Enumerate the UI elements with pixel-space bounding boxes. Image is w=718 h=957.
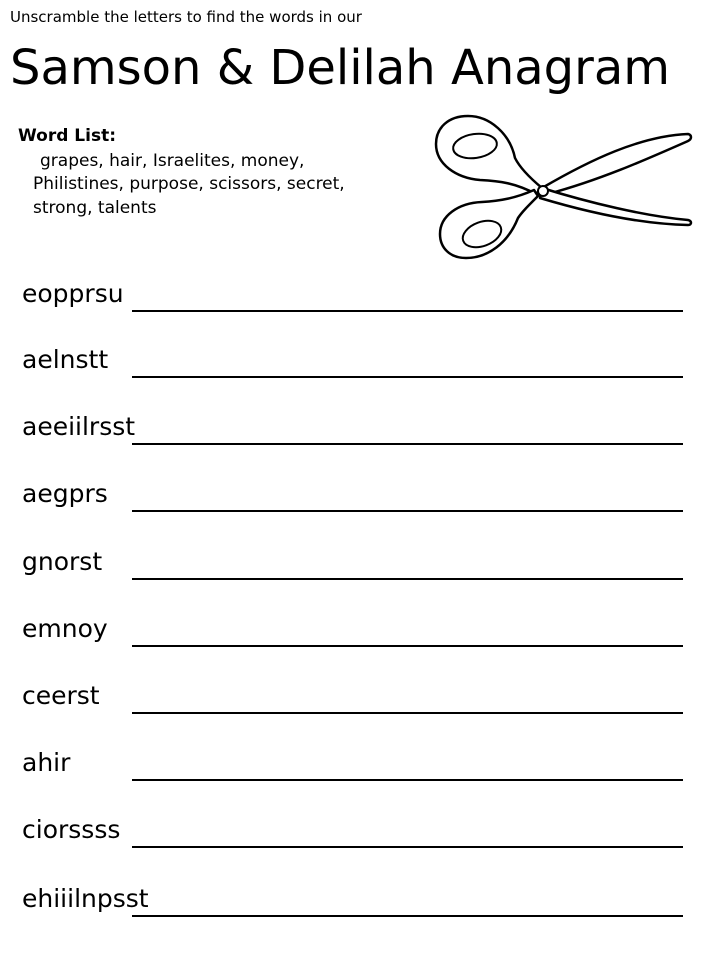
answer-blank[interactable] xyxy=(132,915,683,917)
puzzle-row xyxy=(0,798,718,848)
puzzle-row xyxy=(0,867,718,917)
intro-text: Unscramble the letters to find the words in our xyxy=(10,8,362,26)
puzzle-row xyxy=(0,328,718,378)
puzzle-row xyxy=(0,262,718,312)
scrambled-word: aegprs xyxy=(22,479,108,508)
word-list-line: strong, talents xyxy=(33,198,157,218)
answer-blank[interactable] xyxy=(132,645,683,647)
scrambled-word: aeeiilrsst xyxy=(22,412,136,441)
puzzle-row xyxy=(0,462,718,512)
page-title: Samson & Delilah Anagram xyxy=(10,40,671,96)
word-list-heading: Word List: xyxy=(18,126,116,146)
scrambled-word: ciorssss xyxy=(22,815,121,844)
answer-blank[interactable] xyxy=(132,310,683,312)
puzzle-row xyxy=(0,731,718,781)
answer-blank[interactable] xyxy=(132,712,683,714)
answer-blank[interactable] xyxy=(132,443,683,445)
scrambled-word: ahir xyxy=(22,748,71,777)
puzzle-row xyxy=(0,664,718,714)
scrambled-word: eopprsu xyxy=(22,279,124,308)
scrambled-word: ceerst xyxy=(22,681,100,710)
scrambled-word: ehiiilnpsst xyxy=(22,884,149,913)
scrambled-word: gnorst xyxy=(22,547,103,576)
word-list-line: grapes, hair, Israelites, money, xyxy=(40,151,305,171)
answer-blank[interactable] xyxy=(132,578,683,580)
puzzle-row xyxy=(0,395,718,445)
puzzle-row xyxy=(0,530,718,580)
scrambled-word: emnoy xyxy=(22,614,108,643)
answer-blank[interactable] xyxy=(132,779,683,781)
answer-blank[interactable] xyxy=(132,510,683,512)
scrambled-word: aelnstt xyxy=(22,345,109,374)
answer-blank[interactable] xyxy=(132,846,683,848)
puzzle-row xyxy=(0,597,718,647)
scissors-icon xyxy=(430,108,698,268)
answer-blank[interactable] xyxy=(132,376,683,378)
word-list-line: Philistines, purpose, scissors, secret, xyxy=(33,174,345,194)
